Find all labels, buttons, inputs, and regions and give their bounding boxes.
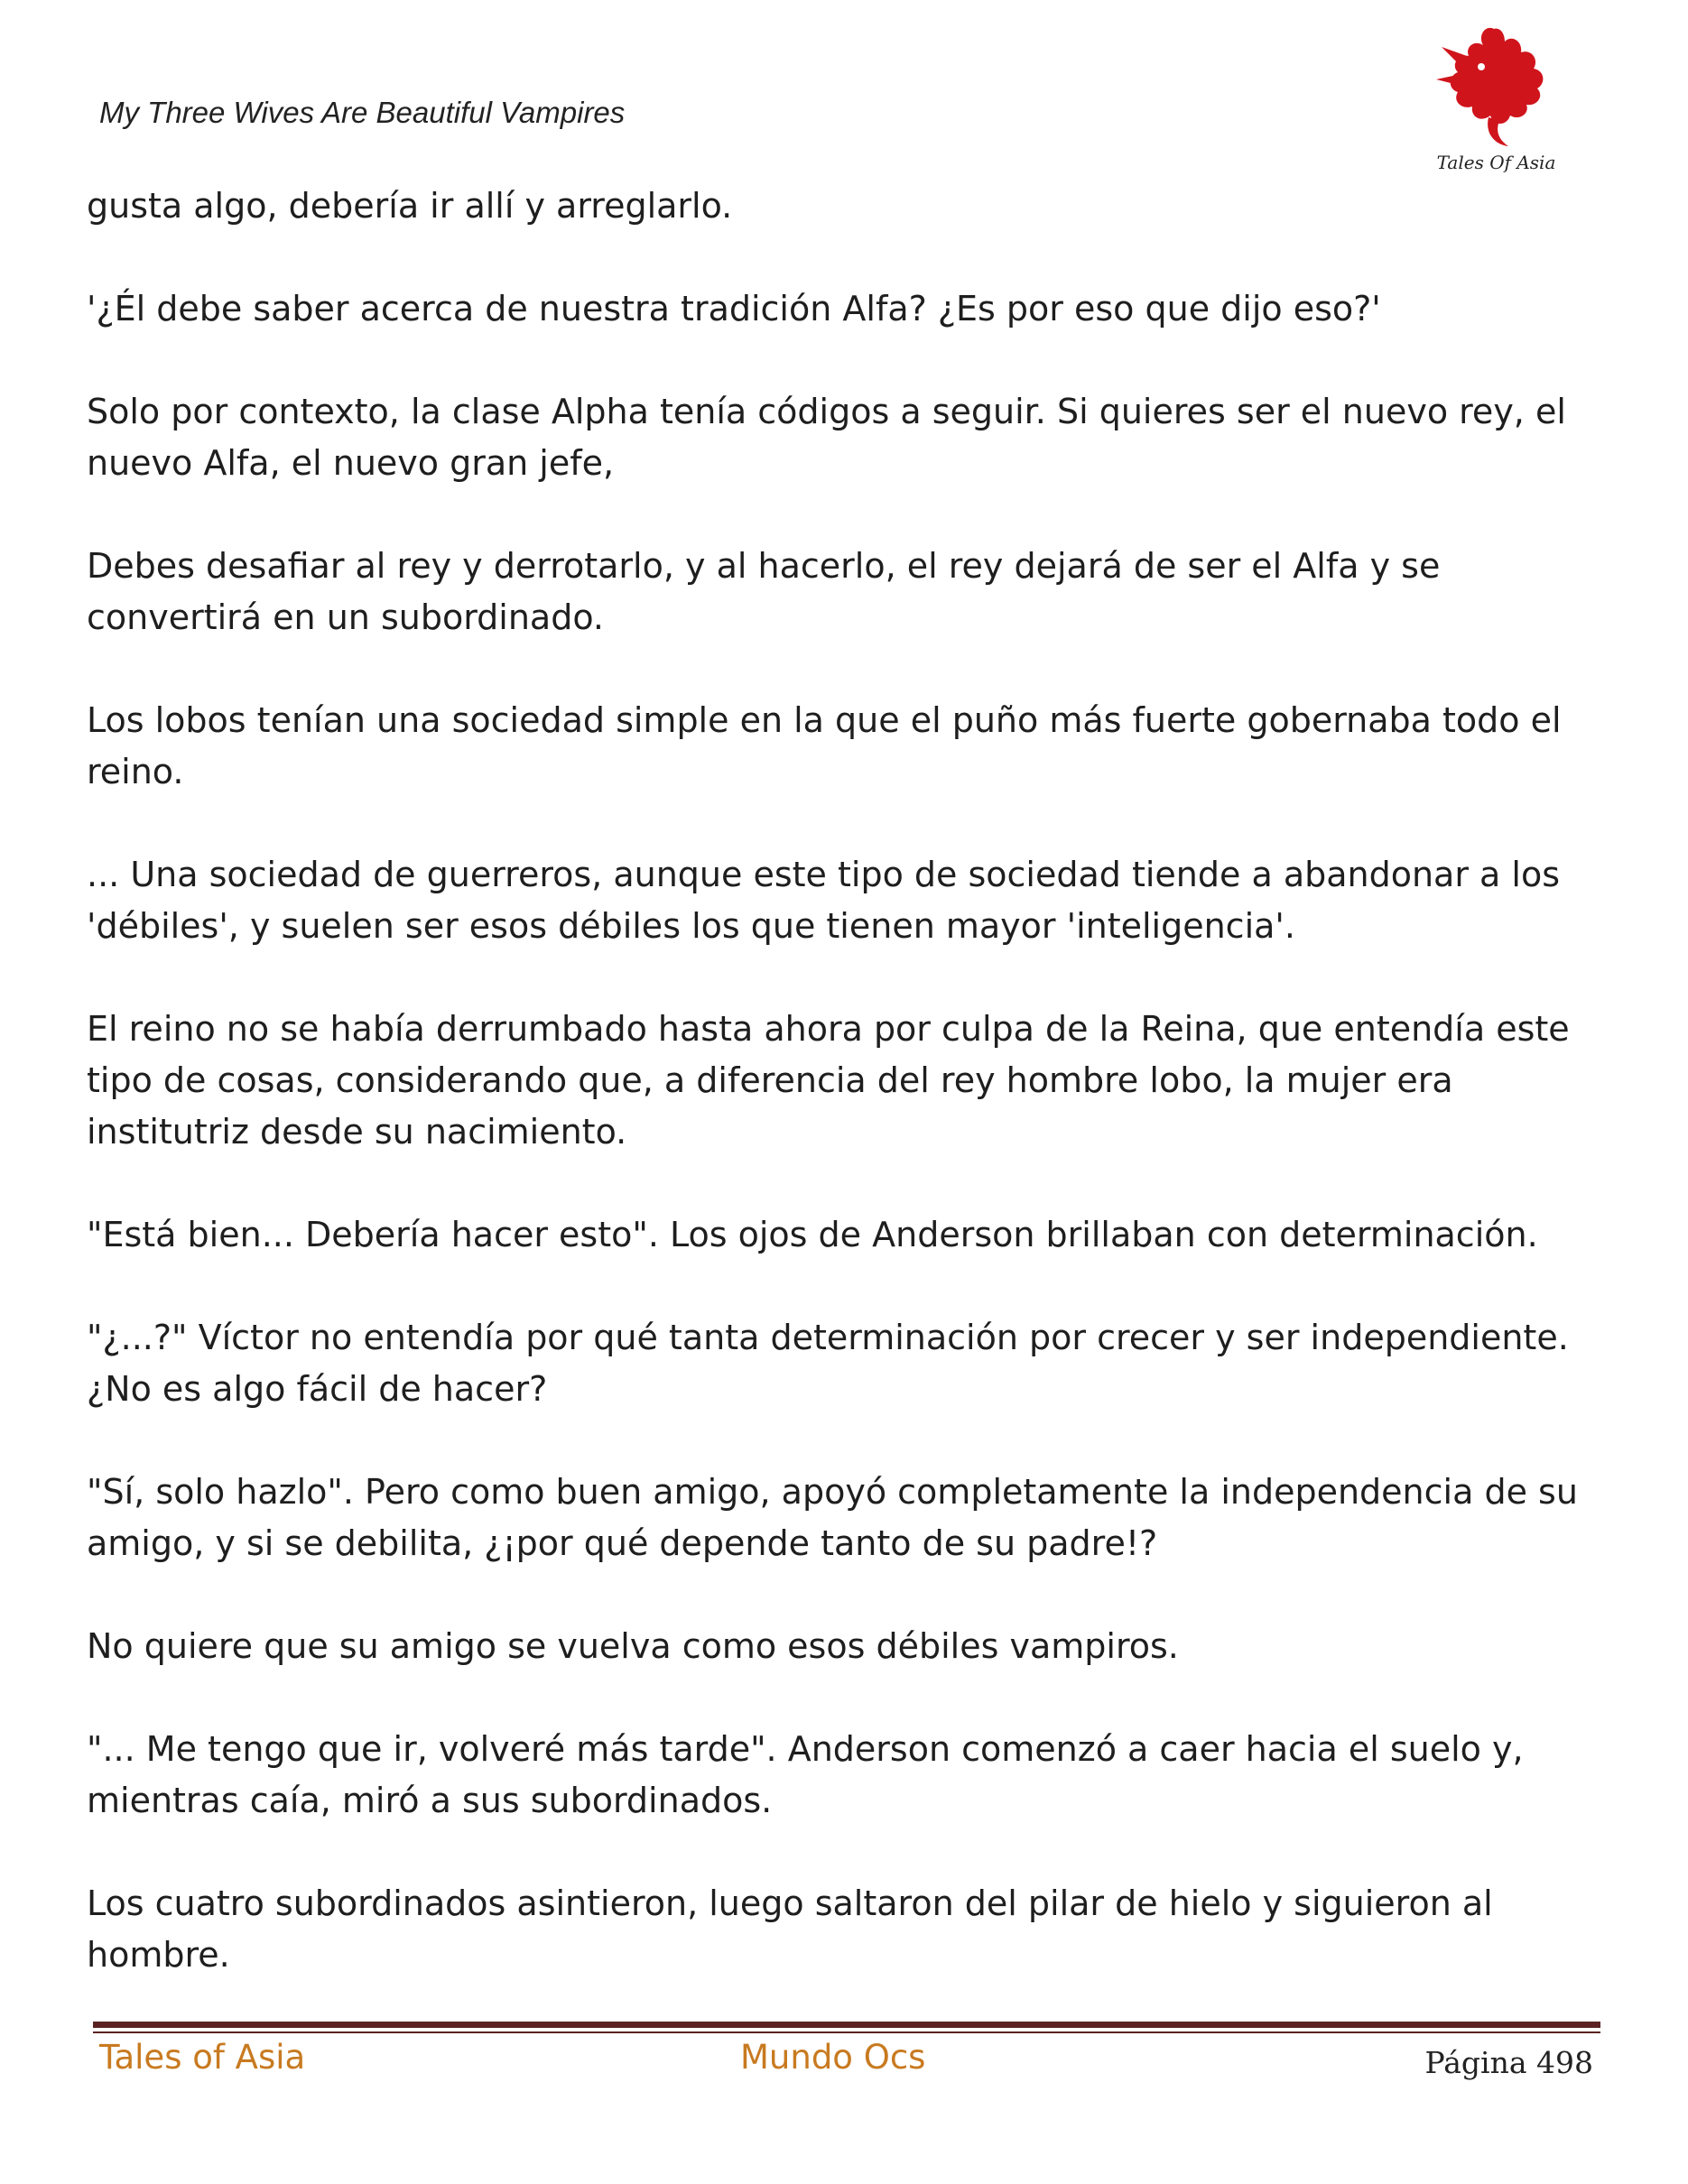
page-body [87, 180, 1621, 2032]
paragraph: ... Una sociedad de guerreros, aunque este tipo de sociedad tiende a abandonar a los 'débiles', y suelen ser esos débiles los que tienen mayor 'inteligencia'. [87, 855, 1561, 946]
paragraph: "... Me tengo que ir, volveré más tarde". Anderson comenzó a caer hacia el suelo y, mientras caía, miró a sus subordinados. [87, 1729, 1524, 1820]
paragraph: Los cuatro subordinados asintieron, luego saltaron del pilar de hielo y siguieron al hombre. [87, 1883, 1493, 1975]
footer-rule [93, 2022, 1600, 2028]
paragraph: No quiere que su amigo se vuelva como esos débiles vampiros. [87, 1626, 1179, 1666]
logo-text: Tales Of Asia [1436, 152, 1556, 173]
paragraph: '¿Él debe saber acerca de nuestra tradición Alfa? ¿Es por eso que dijo eso?' [87, 289, 1381, 329]
paragraph: gusta algo, debería ir allí y arreglarlo. [87, 186, 733, 226]
footer-rule-thin [93, 2031, 1600, 2033]
paragraph: "¿...?" Víctor no entendía por qué tanta determinación por crecer y ser independiente. ¿No es algo fácil de hacer? [87, 1318, 1569, 1409]
paragraph: El reino no se había derrumbado hasta ahora por culpa de la Reina, que entendía este tipo de cosas, considerando que, a diferencia del rey hombre lobo, la mujer era institutriz desde su nacimiento. [87, 1009, 1570, 1152]
footer-site-name: Tales of Asia [99, 2038, 306, 2077]
paragraph: "Sí, solo hazlo". Pero como buen amigo, apoyó completamente la independencia de su amigo, y si se debilita, ¿¡por qué depende tanto de su padre!? [87, 1472, 1578, 1563]
page-number: Página 498 [1424, 2045, 1593, 2080]
paragraph: Debes desafiar al rey y derrotarlo, y al hacerlo, el rey dejará de ser el Alfa y se convertirá en un subordinado. [87, 546, 1441, 637]
footer-center-text: Mundo Ocs [740, 2038, 926, 2077]
paragraph: Solo por contexto, la clase Alpha tenía códigos a seguir. Si quieres ser el nuevo rey, el nuevo Alfa, el nuevo gran jefe, [87, 392, 1566, 483]
paragraph: "Está bien... Debería hacer esto". Los ojos de Anderson brillaban con determinación. [87, 1215, 1538, 1254]
paragraph: Los lobos tenían una sociedad simple en la que el puño más fuerte gobernaba todo el reino. [87, 700, 1562, 791]
header-title: My Three Wives Are Beautiful Vampires [99, 96, 626, 129]
